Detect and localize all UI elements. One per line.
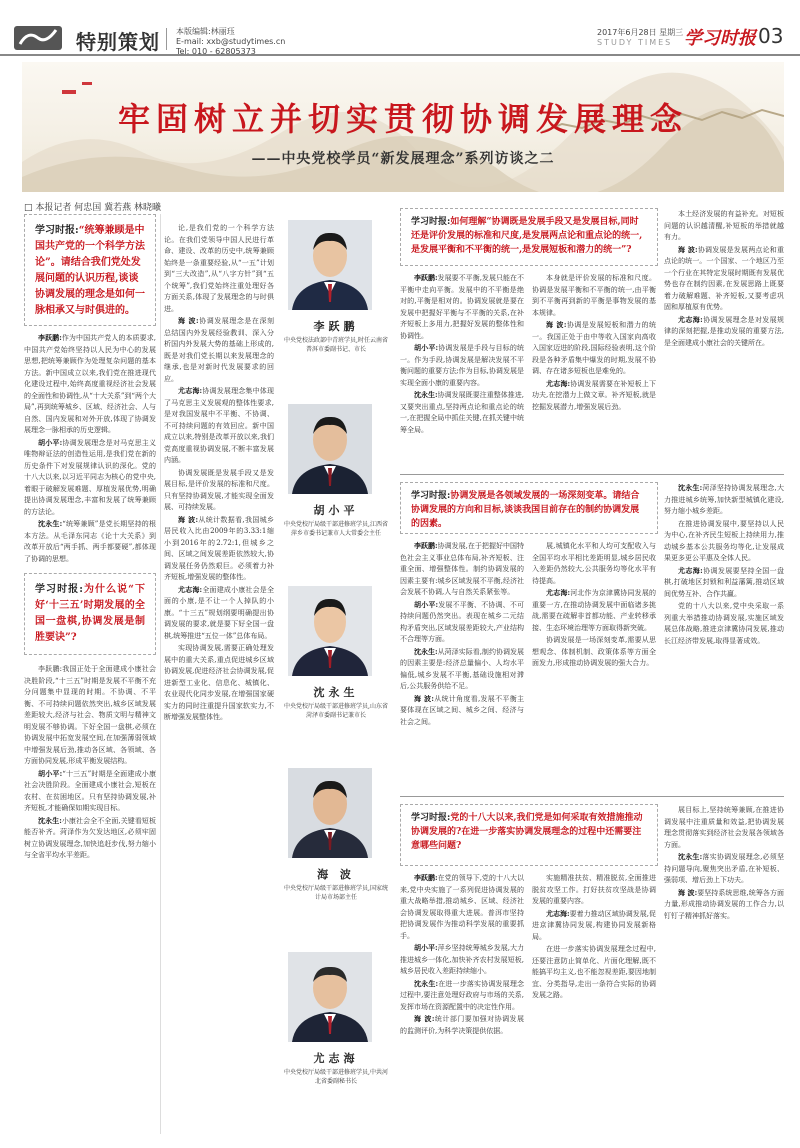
paragraph-text: 在党的领导下,党的十八大以来,党中央实施了一系列促进协调发展的重大战略举措,推动城乡、区域、经济社会协调发展取得重大进展。普洱市坚持把协调发展作为推动科学发展的重要抓手。: [400, 874, 524, 940]
interviewee-column: [278, 214, 394, 1114]
paragraph: [24, 437, 156, 519]
text-column-b: [164, 222, 274, 1132]
question-label: 学习时报:: [35, 225, 79, 236]
paragraph: [664, 244, 784, 314]
speaker-label: 沈永生:: [678, 852, 703, 861]
text-column-r3a: [400, 872, 524, 1138]
paragraph: [24, 768, 156, 815]
person-portrait-icon: [288, 586, 372, 676]
paragraph-text: 协调发展既是发展手段又是发展目标,是评价发展的标准和尺度。只有坚持协调发展,才能实现全面发展、可持续发展。: [164, 468, 274, 511]
paragraph-text: 发展要不平衡,发展只能在不平衡中走向平衡。发展中的不平衡是绝对的,平衡是相对的。协调发展就是要在发展中把握好平衡与不平衡的关系,在补齐短板上多用力,把握好发展的整体性和协调性。: [400, 274, 524, 340]
paragraph: [400, 272, 524, 342]
paragraph-text: 从菏泽实际看,制约协调发展的因素主要是:经济总量偏小、人均水平偏低,城乡发展不平衡,基础设施相对滞后,公共服务供给不足。: [400, 647, 524, 690]
paragraph-text: 菏泽坚持协调发展理念,大力推进城乡统筹,加快新型城镇化建设,努力缩小城乡差距。: [664, 484, 784, 515]
speaker-label: 胡小平:: [38, 768, 63, 778]
speaker-label: 尤志海:: [678, 565, 703, 575]
speaker-label: 沈永生:: [414, 390, 438, 399]
section-title: 特别策划: [76, 30, 160, 54]
paragraph: [532, 872, 656, 908]
paragraph: [164, 467, 274, 514]
interviewee-title: 中央党校法政部中青班学员,时任云南省普洱市委副书记、市长: [284, 337, 388, 353]
speaker-label: 尤志海:: [546, 588, 571, 597]
paragraph-text: 本土经济发展的有益补充。对短板问题的认识越清醒,补短板的举措就越有力。: [664, 210, 784, 241]
interviewee-name: 胡小平: [313, 504, 359, 517]
interviewee-name: 李跃鹏: [313, 320, 359, 333]
paragraph-text: 实现协调发展,需要正确处理发展中的重大关系,重点促进城乡区域协调发展,促进经济社会协调发展,促进新型工业化、信息化、城镇化、农业现代化同步发展,在增强国家硬实力的同时注重提升国家软实力,不断增强发展整体性。: [164, 644, 274, 721]
paragraph-text: 发展不平衡、不协调、不可持续问题仍然突出。表现在城乡二元结构矛盾突出,区域发展差距较大,产业结构不合理等方面。: [400, 600, 524, 643]
paragraph-text: 萍乡坚持统筹城乡发展,大力推进城乡一体化,加快补齐农村发展短板,城乡居民收入差距持续缩小。: [400, 944, 524, 975]
text-column-r2a: [400, 540, 524, 790]
paragraph: [164, 222, 274, 315]
section-divider: [400, 796, 784, 797]
editor-info: [176, 27, 285, 57]
question-text: 为什么说“下好‘十三五’时期发展的全国一盘棋,协调发展是制胜要诀”?: [35, 584, 145, 643]
person-portrait-icon: [288, 404, 372, 494]
speaker-label: 李跃鹏:: [38, 333, 62, 342]
speaker-label: 尤志海:: [178, 584, 203, 594]
paragraph-text: 在推进协调发展中,要坚持以人民为中心,在补齐民生短板上持续用力,推动城乡基本公共服务均等化,让发展成果更多更公平惠及全体人民。: [664, 519, 784, 562]
paragraph: [24, 332, 156, 437]
question-text: 如何理解“协调既是发展手段又是发展目标,同时还是评价发展的标准和尺度,是发展两点论和重点论的统一,是发展平衡和不平衡的统一,是发展短板和潜力的统一”?: [411, 217, 643, 255]
interviewee-title: 中央党校厅局级干部进修班学员,江西省萍乡市委书记兼市人大常委会主任: [284, 521, 388, 537]
question-label: 学习时报:: [35, 584, 83, 595]
paragraph: [400, 693, 524, 729]
paragraph-text: 从统计数据看,我国城乡居民收入比由2009年的3.33:1缩小到2016年的2.72:1,但城乡之间、区域之间发展差距依然较大,协调发展任务仍然艰巨。必须着力补齐短板,增强发展的整体性。: [164, 515, 274, 581]
question-text: “统筹兼顾是中国共产党的一个科学方法论”。请结合我们党处发展问题的认识历程,谈谈协调发展的理念是如何一脉相承又与时俱进的。: [35, 225, 145, 316]
interviewee-title: 中央党校厅局级干部进修班学员,国家统计局市场部主任: [284, 885, 388, 901]
paragraph: [532, 634, 656, 670]
paragraph: [664, 887, 784, 923]
paragraph: [24, 663, 156, 768]
interviewee-name: 沈永生: [313, 686, 359, 699]
paragraph: [532, 587, 656, 634]
speaker-label: 沈永生:: [38, 815, 62, 825]
text-column-r1b: [532, 272, 656, 468]
editor-email: E-mail: xxb@studytimes.cn: [176, 37, 286, 46]
paragraph-text: 实施精准扶贫、精准脱贫,全面推进脱贫攻坚工作。打好扶贫攻坚战是协调发展的重要内容。: [532, 874, 656, 905]
paragraph-text: 论,是我们党的一个科学方法论。在我们党领导中国人民进行革命、建设、改革的历史中,统筹兼顾始终是一条重要经验,从“一五”计划到“三大改造”,从“八字方针”到“五个统筹”,我们党始终注重处理好各方面关系,体现了发展理念的与时俱进。: [164, 224, 274, 313]
paragraph: [532, 272, 656, 319]
paragraph-text: 党的十八大以来,党中央采取一系列重大举措推动协调发展,实施区域发展总体战略,推进京津冀协同发展,推动长江经济带发展,取得显著成效。: [664, 602, 784, 645]
speaker-label: 李跃鹏:: [414, 873, 438, 882]
article-byline: □ 本报记者 何忠国 冀若燕 林晓曦: [24, 203, 161, 213]
paragraph: [532, 540, 656, 587]
paragraph: [400, 389, 524, 436]
question-text: 党的十八大以来,我们党是如何采取有效措施推动协调发展的?在进一步落实协调发展理念的过程中还需要注意哪些问题?: [411, 813, 643, 851]
text-column-r2c: [664, 482, 784, 790]
paragraph: [664, 851, 784, 887]
issue-date: 2017年6月28日 星期三: [597, 28, 684, 37]
text-column-r3c: [664, 804, 784, 1138]
speaker-label: 尤志海:: [178, 386, 203, 395]
paragraph-text: 李跃鹏:我国正处于全面建成小康社会决胜阶段,“十三五”时期是发展不平衡不充分问题集中显现的时期。不协调、不平衡、不可持续问题依然突出,城乡区域发展差距较大,经济与社会、物质文明与精神文明发展不够协调。下好全国一盘棋,必须在协调发展中拓宽发展空间,在加强薄弱领域中增强发展后劲,推动各区域、各领域、各方面协同发展,形成平衡发展结构。: [24, 665, 156, 765]
question-text: 协调发展是各领域发展的一场深刻变革。请结合协调发展的方向和目标,谈谈我国目前存在的制约协调发展的因素。: [411, 491, 640, 529]
page-number: 03: [758, 24, 784, 48]
paragraph: [164, 584, 274, 643]
speaker-label: 沈永生:: [678, 483, 703, 492]
paragraph-text: 要着力推动区域协调发展,促进京津冀协同发展,构建协同发展新格局。: [532, 909, 656, 941]
speaker-label: 胡小平:: [414, 943, 438, 952]
paragraph-text: 协调是发展短板和潜力的统一。我国正处于由中等收入国家向高收入国家迈进的阶段,国际经验表明,这个阶段是各种矛盾集中爆发的时期,发展不协调、存在诸多短板也是难免的。: [532, 321, 656, 375]
headline-banner: [22, 62, 784, 192]
portrait-photo: [288, 404, 372, 494]
speaker-label: 胡小平:: [38, 437, 63, 447]
paragraph: [664, 208, 784, 244]
paragraph: [400, 978, 524, 1014]
speaker-label: 胡小平:: [414, 599, 439, 609]
paragraph-text: “统筹兼顾”是党长期坚持的根本方法。从毛泽东同志《论十大关系》到改革开放后“两手抓、两手都要硬”,都体现了协调的思想。: [24, 520, 156, 563]
paragraph: [400, 872, 524, 942]
paragraph-text: 要坚持系统思维,统筹各方面力量,形成推动协调发展的工作合力,以钉钉子精神抓好落实。: [664, 888, 784, 920]
paragraph-text: 作为中国共产党人的本质要求,中国共产党始终坚持以人民为中心的发展思想,把统筹兼顾作为处理复杂问题的基本方法。新中国成立以来,我们党在推进现代化建设过程中,始终高度重视经济社会发展的全面性和协调性,从“十大关系”到“两个大局”,再到统筹城乡、区域、经济社会、人与自然、国内发展和对外开放,体现了协调发展理念一脉相承的历史逻辑。: [24, 334, 156, 434]
paper-name: 学习时报: [684, 28, 756, 49]
right-text-area: [400, 208, 784, 1138]
speaker-label: 海 波:: [678, 887, 698, 897]
question-box-3: [400, 208, 658, 266]
speaker-label: 尤志海:: [546, 378, 571, 388]
paragraph-text: 全面建成小康社会是全面的小康,是不让一个人掉队的小康。“十三五”规划纲要明确提出协调发展的要求,就是要下好全国一盘棋,统筹推进“五位一体”总体布局。: [164, 585, 274, 640]
paragraph: [664, 482, 784, 518]
paragraph: [532, 378, 656, 414]
interviewee-name: 尤志海: [313, 1052, 359, 1065]
paragraph: [164, 642, 274, 724]
paragraph-text: 协调发展是手段与目标的统一。作为手段,协调发展是解决发展不平衡问题的重要方法;作为目标,协调发展是实现全面小康的重要内容。: [400, 344, 524, 387]
paragraph-text: 河北作为京津冀协同发展的重要一方,在推动协调发展中面临诸多挑战,需要在疏解非首都功能、产业转移承接、生态环境治理等方面取得新突破。: [532, 589, 656, 632]
speaker-label: 海 波:: [414, 693, 434, 703]
speaker-label: 沈永生:: [38, 519, 63, 528]
paragraph-text: 协调发展理念是在深刻总结国内外发展经验教训、深入分析国内外发展大势的基础上形成的,既是对我们党长期以来发展理念的继承,也是对新时代发展要求的回应。: [164, 317, 274, 383]
person-portrait-icon: [288, 952, 372, 1042]
speaker-label: 海 波:: [178, 514, 199, 524]
paragraph: [164, 315, 274, 385]
paragraph: [532, 908, 656, 944]
article-headline: 牢固树立并切实贯彻协调发展理念: [117, 100, 688, 138]
text-column-a: [24, 332, 156, 1132]
question-label: 学习时报:: [411, 813, 451, 823]
editor-name: 本版编辑:林丽珏: [176, 27, 235, 36]
paragraph-text: 协调发展需要在补短板上下功夫,在挖潜力上做文章。补齐短板,就是挖掘发展潜力,增强发展后劲。: [532, 379, 656, 411]
paragraph: [664, 565, 784, 601]
paragraph: [164, 385, 274, 467]
paragraph-text: 协调发展理念是对发展规律的深刻把握,是推动发展的重要方法,是全面建成小康社会的关键所在。: [664, 315, 784, 347]
header-divider: [166, 28, 167, 50]
text-column-r2b: [532, 540, 656, 790]
text-column-r1a: [400, 272, 524, 468]
paragraph-text: 统计部门要加强对协调发展的监测评价,为科学决策提供依据。: [400, 1015, 524, 1035]
portrait-photo: [288, 952, 372, 1042]
paragraph: [400, 540, 524, 599]
question-label: 学习时报:: [411, 491, 451, 501]
speaker-label: 海 波:: [546, 320, 567, 329]
paper-english-name: STUDY TIMES: [597, 38, 673, 47]
section-divider: [400, 474, 784, 475]
paragraph-text: 协调发展要坚持全国一盘棋,打破地区封锁和利益藩篱,推动区域间优势互补、合作共赢。: [664, 566, 784, 598]
paragraph-text: 协调发展理念集中体现了马克思主义发展观的整体性要求,是对我国发展中不平衡、不协调、不可持续问题的有效回应。新中国成立以来,特别是改革开放以来,我们党高度重视协调发展,不断丰富发展内涵。: [164, 387, 274, 464]
text-column-r1c: [664, 208, 784, 468]
speaker-label: 海 波:: [178, 316, 199, 325]
paragraph-text: 在进一步落实协调发展理念过程中,要注意处理好政府与市场的关系,发挥市场在资源配置中的决定性作用。: [400, 979, 524, 1011]
speaker-label: 李跃鹏:: [414, 273, 438, 282]
paragraph-text: 从统计角度看,发展不平衡主要体现在区域之间、城乡之间、经济与社会之间。: [400, 694, 524, 726]
question-box-5: [400, 804, 658, 866]
interviewee-title: 中央党校厅局级干部进修班学员,中共河北省委副秘书长: [284, 1069, 388, 1085]
paragraph-text: 小康社会全不全面,关键看短板能否补齐。菏泽作为欠发达地区,必须牢固树立协调发展理念,加快追赶步伐,努力缩小与全省平均水平差距。: [24, 816, 156, 859]
question-box-4: [400, 482, 658, 534]
paragraph: [400, 342, 524, 389]
masthead: [0, 0, 800, 56]
paragraph-text: 协调发展既要注重整体推进,又要突出重点,坚持两点论和重点论的统一,在把握全局中抓住关键,在抓关键中统筹全局。: [400, 391, 524, 434]
paragraph: [664, 804, 784, 851]
editor-tel: Tel: 010 - 62805373: [176, 47, 256, 56]
question-label: 学习时报:: [411, 217, 451, 227]
paragraph: [664, 600, 784, 647]
paragraph-text: 协调发展是发展两点论和重点论的统一。一个国家、一个地区乃至一个行业在其特定发展时期既有发展优势也存在制约因素,在发展思路上既要着力破解难题、补齐短板,又要考虑巩固和厚植原有优势。: [664, 245, 784, 311]
column-rule: [160, 214, 161, 1134]
portrait-photo: [288, 586, 372, 676]
speaker-label: 沈永生:: [414, 646, 438, 656]
question-box-2: [24, 573, 156, 655]
text-column-r3b: [532, 872, 656, 1138]
paragraph-text: 本身就是评价发展的标准和尺度。协调是发展平衡和不平衡的统一,由平衡到不平衡再到新的平衡是事物发展的基本规律。: [532, 274, 656, 317]
paragraph-text: 落实协调发展理念,必须坚持问题导向,聚焦突出矛盾,在补短板、强弱项、增后劲上下功夫。: [664, 853, 784, 884]
paragraph-text: 协调发展,在于把握好中国特色社会主义事业总体布局,补齐短板、注重全面、增强整体性。制约协调发展的因素主要有:城乡区域发展不平衡,经济社会发展不协调,人与自然关系紧张等。: [400, 542, 524, 596]
paragraph-text: “十三五”时期是全面建成小康社会决胜阶段。全面建成小康社会,短板在农村、在贫困地区。只有坚持协调发展,补齐短板,才能确保如期实现目标。: [24, 769, 156, 812]
speaker-label: 李跃鹏:: [414, 541, 438, 550]
paragraph: [664, 314, 784, 350]
speaker-label: 胡小平:: [414, 343, 439, 352]
speaker-label: 尤志海:: [678, 314, 703, 324]
article-subhead: ——中央党校学员“新发展理念”系列访谈之二: [251, 151, 555, 167]
interviewee-name: 海 波: [317, 868, 355, 881]
paragraph-text: 展目标上,坚持统筹兼顾,在推进协调发展中注重质量和效益,把协调发展理念贯彻落实到经济社会发展各领域各方面。: [664, 806, 784, 849]
paragraph: [24, 518, 156, 565]
paragraph: [664, 518, 784, 565]
paragraph: [400, 1013, 524, 1037]
speaker-label: 海 波:: [678, 244, 698, 254]
paragraph-text: 在进一步落实协调发展理念过程中,还要注意防止简单化、片面化理解,既不能搞平均主义,也不能忽视差距,要因地制宜、分类指导,走出一条符合实际的协调发展之路。: [532, 945, 656, 999]
speaker-label: 尤志海:: [546, 908, 570, 918]
paragraph: [400, 646, 524, 693]
speaker-label: 沈永生:: [414, 978, 439, 988]
interviewee-title: 中央党校厅局级干部进修班学员,山东省菏泽市委副书记兼市长: [284, 703, 388, 719]
paragraph-text: 展,城镇化水平和人均可支配收入与全国平均水平相比差距明显,城乡居民收入差距仍然较大,公共服务均等化水平有待提高。: [532, 542, 656, 585]
person-portrait-icon: [288, 768, 372, 858]
paragraph: [532, 319, 656, 378]
portrait-photo: [288, 768, 372, 858]
paragraph-text: 协调发展是一场深刻变革,需要从思想观念、体制机制、政策体系等方面全面发力,形成推动协调发展的强大合力。: [532, 636, 656, 667]
paragraph: [164, 514, 274, 584]
paragraph-text: 协调发展理念是对马克思主义唯物辩证法的创造性运用,是我们党在新的历史条件下对发展规律认识的深化。党的十八大以来,以习近平同志为核心的党中央,着眼于破解发展难题、厚植发展优势,明确提出协调发展理念,丰富和发展了统筹兼顾的方法论。: [24, 438, 156, 516]
portrait-photo: [288, 220, 372, 310]
paragraph: [24, 815, 156, 862]
paragraph: [532, 943, 656, 1002]
paragraph: [400, 942, 524, 978]
question-box-1: [24, 214, 156, 326]
speaker-label: 海 波:: [414, 1014, 435, 1023]
newspaper-logo-icon: [14, 22, 62, 52]
paragraph: [400, 599, 524, 646]
person-portrait-icon: [288, 220, 372, 310]
